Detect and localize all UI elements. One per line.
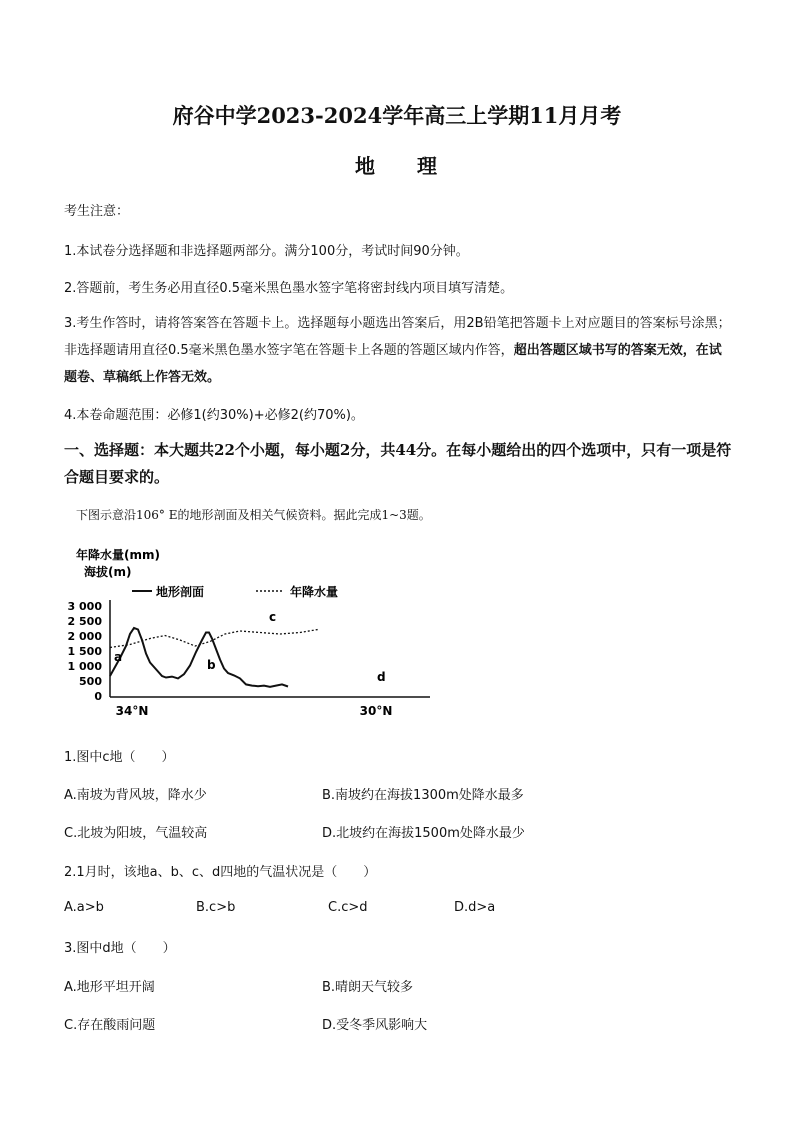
- question-2-option-b: B.c>b: [196, 900, 236, 915]
- notice-item-3-bold: 超出答题区域书写的答案无效，在试题卷、草稿纸上作答无效。: [64, 343, 722, 385]
- notice-item-2: 2.答题前，考生务必用直径0.5毫米黑色墨水签字笔将密封线内项目填写清楚。: [64, 281, 514, 296]
- chart-ylabel-top: 年降水量(mm): [76, 548, 160, 562]
- legend-precip-label: 年降水量: [290, 585, 339, 599]
- y-tick-2500: 2 500: [67, 615, 102, 628]
- question-1-option-c: C.北坡为阳坡，气温较高: [64, 826, 208, 841]
- notice-item-1: 1.本试卷分选择题和非选择题两部分。满分100分，考试时间90分钟。: [64, 244, 469, 259]
- y-tick-2000: 2 000: [67, 630, 102, 643]
- chart-ylabel-bottom: 海拔(m): [84, 565, 132, 579]
- notice-item-3: [64, 310, 734, 391]
- subject-char-2: 理: [417, 154, 439, 178]
- y-tick-1500: 1 500: [67, 645, 102, 658]
- question-2-stem: 2.1月时，该地a、b、c、d四地的气温状况是（ ）: [64, 865, 377, 880]
- point-label-c: c: [269, 610, 277, 624]
- notice-item-4: 4.本卷命题范围：必修1(约30%)+必修2(约70%)。: [64, 408, 364, 423]
- notice-item-3-text: 3.考生作答时，请将答案答在答题卡上。选择题每小题选出答案后，用2B铅笔把答题卡上对应题目的答案标号涂黑；非选择题请用直径0.5毫米黑色墨水签字笔在答题卡上各题的答题区域内作答，: [64, 316, 731, 358]
- y-tick-3000: 3 000: [67, 600, 102, 613]
- point-label-b: b: [207, 658, 216, 672]
- terrain-line: [110, 628, 288, 687]
- question-3-option-a: A.地形平坦开阔: [64, 980, 155, 995]
- question-3-option-b: B.晴朗天气较多: [322, 980, 414, 995]
- notice-heading: 考生注意：: [64, 204, 130, 219]
- legend-terrain-label: 地形剖面: [156, 585, 205, 599]
- question-1-option-d: D.北坡约在海拔1500m处降水最少: [322, 826, 525, 841]
- y-tick-0: 0: [94, 690, 102, 703]
- section-heading: 一、选择题：本大题共22个小题，每小题2分，共44分。在每小题给出的四个选项中，只有一项是符合题目要求的。: [64, 441, 732, 486]
- x-tick-30n: 30°N: [359, 704, 393, 718]
- question-3-option-d: D.受冬季风影响大: [322, 1018, 428, 1033]
- subject-title: [0, 150, 794, 179]
- question-3-stem: 3.图中d地（ ）: [64, 941, 176, 956]
- y-tick-1000: 1 000: [67, 660, 102, 673]
- x-tick-34n: 34°N: [115, 704, 149, 718]
- section-intro: 下图示意沿106° E的地形剖面及相关气候资料。据此完成1~3题。: [76, 508, 431, 522]
- point-label-d: d: [377, 670, 386, 684]
- question-1-option-a: A.南坡为背风坡，降水少: [64, 788, 207, 803]
- question-3-option-c: C.存在酸雨问题: [64, 1018, 156, 1033]
- question-2-option-d: D.d>a: [454, 900, 496, 915]
- point-label-a: a: [114, 650, 123, 664]
- question-2-option-a: A.a>b: [64, 900, 104, 915]
- y-tick-500: 500: [79, 675, 102, 688]
- question-1-stem: 1.图中c地（ ）: [64, 750, 175, 765]
- terrain-chart: [60, 540, 440, 720]
- page-title: 府谷中学2023-2024学年高三上学期11月月考: [172, 103, 622, 128]
- question-1-option-b: B.南坡约在海拔1300m处降水最多: [322, 788, 524, 803]
- question-2-option-c: C.c>d: [328, 900, 368, 915]
- subject-char-1: 地: [355, 154, 377, 178]
